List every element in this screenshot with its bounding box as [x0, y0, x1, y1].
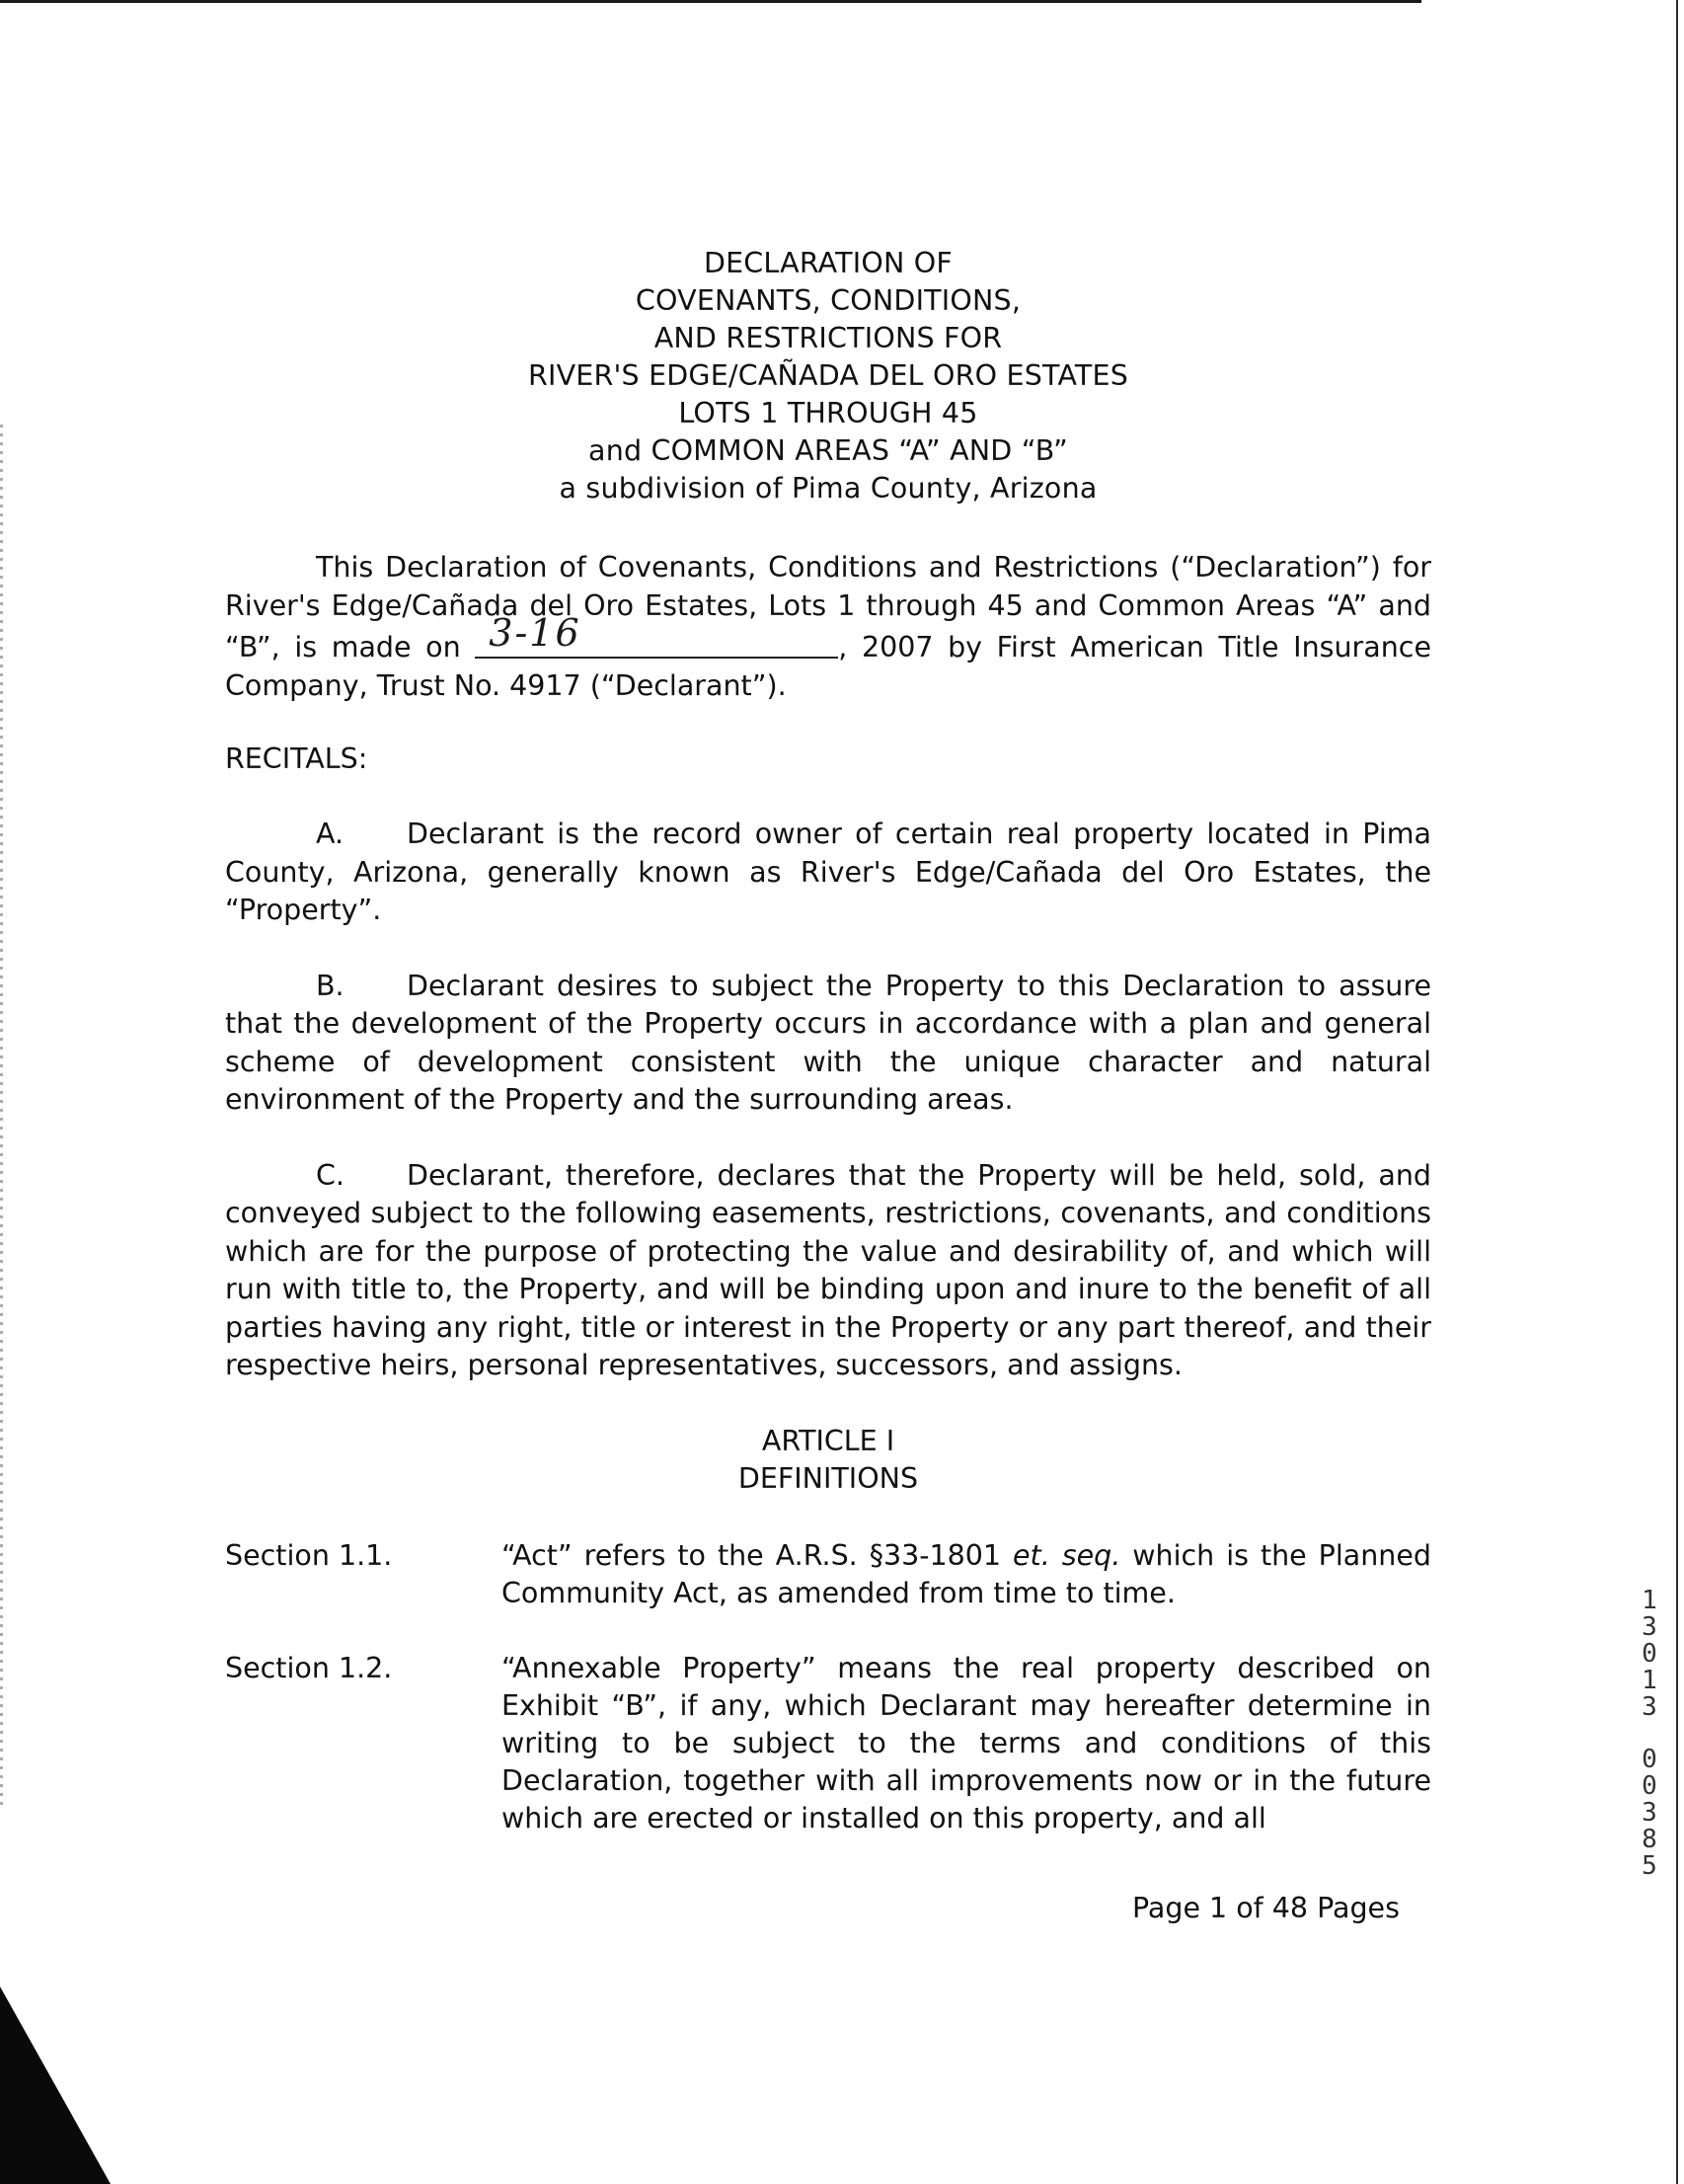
recitals-heading: RECITALS:	[225, 742, 368, 775]
title-line: LOTS 1 THROUGH 45	[678, 397, 978, 429]
article-number: ARTICLE I	[761, 1424, 895, 1457]
intro-text-before-date: This Declaration of Covenants, Conditions and Restrictions (“Declaration”) for River's Edge/Cañada del Oro Estates, Lots 1 through 45 and Common Areas “A” and “B”, is made on	[225, 551, 1431, 663]
recital-text: Declarant is the record owner of certain real property located in Pima County, Arizona, generally known as River's Edge/Cañada del Oro Estates, the “Property”.	[225, 818, 1431, 926]
recital-text: Declarant desires to subject the Property to this Declaration to assure that the development of the Property occurs in accordance with a plan and general scheme of development consistent with the unique character and natural environment of the Property and the surrounding areas.	[225, 969, 1431, 1116]
docket-stamp-top	[1635, 1588, 1664, 1721]
section-1-2	[225, 1650, 1431, 1837]
section-text-part: “Annexable Property” means the real property described on Exhibit “B”, if any, which Declarant may hereafter determine in writing to be subject to the terms and conditions of this Declaration, together with all improvements now or in the future which are erected or installed on this property, and all	[501, 1651, 1431, 1834]
recital-letter: C.	[316, 1158, 344, 1192]
intro-text-after-date: , 2007 by First American Title Insurance Company, Trust No. 4917 (“Declarant”).	[225, 631, 1432, 702]
docket-digit: 3	[1642, 1612, 1657, 1642]
recital-b	[225, 968, 1431, 1120]
docket-digit: 0	[1642, 1771, 1657, 1801]
document-title	[225, 245, 1431, 507]
docket-stamp	[1635, 1588, 1664, 1880]
docket-digit: 5	[1642, 1851, 1657, 1881]
docket-digit: 1	[1642, 1666, 1657, 1695]
docket-digit: 3	[1642, 1692, 1657, 1722]
intro-paragraph	[225, 549, 1431, 705]
page-number-footer: Page 1 of 48 Pages	[1132, 1892, 1400, 1924]
section-text	[501, 1537, 1431, 1612]
recital-letter: B.	[316, 969, 344, 1002]
scan-edge-right	[1676, 0, 1678, 2184]
scan-corner-shadow	[0, 1987, 111, 2184]
recital-c	[225, 1157, 1431, 1385]
section-label: Section 1.1.	[225, 1538, 393, 1572]
docket-digit: 1	[1642, 1586, 1657, 1615]
scan-edge-top	[0, 0, 1421, 3]
recital-text: Declarant, therefore, declares that the Property will be held, sold, and conveyed subject to the following easements, restrictions, covenants, and conditions which are for the purpose of protecting the value and desirability of, and which will run with title to, the Property, and will be binding upon and inure to the benefit of all parties having any right, title or interest in the Property or any part thereof, and their respective heirs, personal representatives, successors, and assigns.	[225, 1158, 1431, 1381]
article-heading	[225, 1423, 1431, 1498]
article-name: DEFINITIONS	[737, 1461, 919, 1495]
recital-letter: A.	[316, 818, 344, 850]
title-line: RIVER'S EDGE/CAÑADA DEL ORO ESTATES	[527, 359, 1129, 392]
section-text	[501, 1650, 1431, 1837]
section-text-part: “Act” refers to the A.R.S. §33-1801	[501, 1538, 1013, 1572]
docket-digit: 8	[1642, 1825, 1657, 1854]
docket-digit: 0	[1642, 1745, 1657, 1774]
section-label: Section 1.2.	[225, 1651, 393, 1684]
title-line: DECLARATION OF	[703, 247, 954, 279]
docket-stamp-bottom	[1635, 1747, 1664, 1880]
scan-edge-left	[0, 425, 3, 1807]
handwritten-date: 3-16	[489, 611, 581, 655]
docket-digit: 0	[1642, 1639, 1657, 1669]
title-line: AND RESTRICTIONS FOR	[653, 322, 1003, 354]
title-line: and COMMON AREAS “A” AND “B”	[588, 434, 1068, 467]
title-line: a subdivision of Pima County, Arizona	[559, 472, 1098, 505]
document-page	[225, 245, 1431, 1837]
title-line: COVENANTS, CONDITIONS,	[635, 284, 1022, 317]
section-text-part: which is the Planned Community Act, as amended from time to time.	[501, 1538, 1431, 1609]
date-blank-line	[475, 611, 838, 659]
recital-a	[225, 816, 1431, 930]
section-1-1	[225, 1537, 1431, 1612]
section-text-italic: et. seq.	[1013, 1538, 1121, 1572]
docket-digit: 3	[1642, 1798, 1657, 1828]
